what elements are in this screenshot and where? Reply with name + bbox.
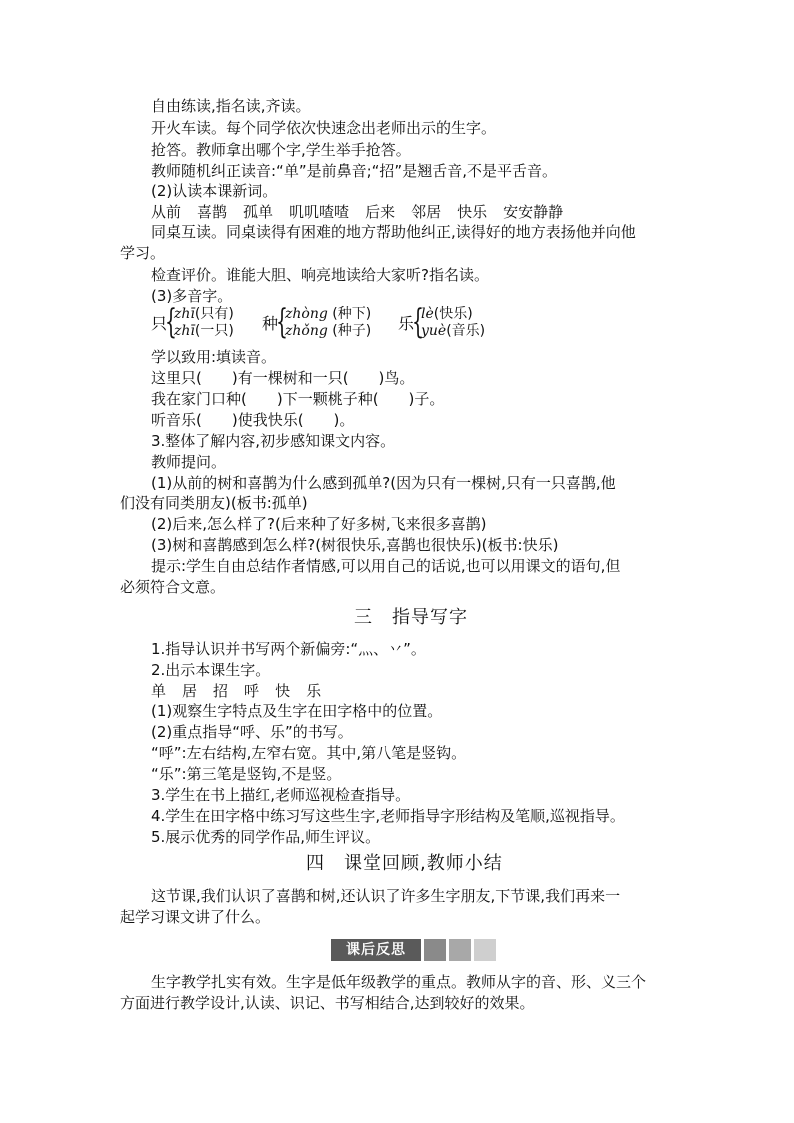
new-word: 从前	[151, 203, 182, 221]
paragraph-pronunciation: 教师随机纠正读音:“单”是前鼻音;“招”是翘舌音,不是平舌音。	[151, 162, 557, 180]
exercise-sentence: 听音乐( )使我快乐( )。	[151, 411, 355, 429]
paragraph-pair-reading-cont: 学习。	[120, 244, 166, 262]
paragraph-pair-reading: 同桌互读。同桌读得有困难的地方帮助他纠正,读得好的地方表扬他并向他	[151, 223, 636, 241]
polyphone-reading: yuè(音乐)	[421, 323, 486, 339]
step-observe: (1)观察生字特点及生字在田字格中的位置。	[151, 702, 443, 720]
brace-icon: {	[412, 302, 424, 342]
subheading-new-words: (2)认读本课新词。	[151, 182, 278, 200]
brace-icon: {	[276, 302, 288, 342]
summary-paragraph: 这节课,我们认识了喜鹊和树,还认识了许多生字朋友,下节课,我们再来一	[151, 887, 621, 905]
polyphone-reading: lè(快乐)	[421, 306, 473, 322]
polyphone-char: 只	[151, 314, 168, 333]
note-hu: “呼”:左右结构,左窄右宽。其中,第八笔是竖钩。	[151, 744, 467, 762]
brace-icon: {	[165, 302, 177, 342]
question-3: (3)树和喜鹊感到怎么样?(树很快乐,喜鹊也很快乐)(板书:快乐)	[151, 536, 559, 554]
polyphone-char: 种	[262, 314, 279, 333]
note-le: “乐”:第三笔是竖钩,不是竖。	[151, 765, 342, 783]
new-word: 快乐	[457, 203, 488, 221]
paragraph-train-reading: 开火车读。每个同学依次快速念出老师出示的生字。	[151, 119, 497, 137]
polyphone-reading: zhī(只有)	[174, 306, 234, 322]
new-word: 邻居	[411, 203, 442, 221]
new-word: 孤单	[243, 203, 274, 221]
step-focus: (2)重点指导“呼、乐”的书写。	[151, 723, 353, 741]
characters-list	[151, 681, 337, 701]
new-word: 喜鹊	[197, 203, 228, 221]
polyphone-char: 乐	[398, 314, 415, 333]
step-5: 5.展示优秀的同学作品,师生评议。	[151, 828, 381, 846]
step-3: 3.学生在书上描红,老师巡视检查指导。	[151, 786, 411, 804]
reflection-paragraph: 生字教学扎实有效。生字是低年级教学的重点。教师从字的音、形、义三个	[151, 973, 647, 991]
subheading-polyphones: (3)多音字。	[151, 287, 233, 305]
character: 呼	[244, 682, 260, 700]
new-word: 叽叽喳喳	[289, 203, 350, 221]
reflection-banner	[331, 939, 496, 961]
paragraph-teacher-questions: 教师提问。	[151, 453, 227, 471]
exercise-sentence: 这里只( )有一棵树和一只( )鸟。	[151, 369, 415, 387]
character: 招	[213, 682, 229, 700]
summary-paragraph-cont: 起学习课文讲了什么。	[120, 908, 271, 926]
banner-square	[474, 939, 496, 961]
banner-square	[424, 939, 446, 961]
polyphone-reading: zhī(一只)	[174, 323, 234, 339]
paragraph-overview: 3.整体了解内容,初步感知课文内容。	[151, 432, 396, 450]
reflection-paragraph-cont: 方面进行教学设计,认读、识记、书写相结合,达到较好的效果。	[120, 994, 535, 1012]
character: 居	[182, 682, 198, 700]
step-4: 4.学生在田字格中练习写这些生字,老师指导字形结构及笔顺,巡视指导。	[151, 807, 625, 825]
reflection-label: 课后反思	[331, 939, 421, 961]
paragraph-tip: 提示:学生自由总结作者情感,可以用自己的话说,也可以用课文的语句,但	[151, 557, 621, 575]
question-1-cont: 们没有同类朋友)(板书:孤单)	[120, 494, 308, 512]
banner-square	[449, 939, 471, 961]
polyphone-reading: zhòng (种下)	[285, 306, 372, 322]
new-word: 后来	[365, 203, 396, 221]
character: 单	[151, 682, 167, 700]
section-heading-writing: 三 指导写字	[354, 607, 468, 628]
paragraph-check: 检查评价。谁能大胆、响亮地读给大家听?指名读。	[151, 266, 489, 284]
paragraph-tip-cont: 必须符合文意。	[120, 578, 226, 596]
step-1: 1.指导认识并书写两个新偏旁:“⺣、丷”。	[151, 640, 426, 658]
new-words-list	[151, 202, 579, 222]
exercise-sentence: 我在家门口种( )下一颗桃子种( )子。	[151, 390, 445, 408]
polyphone-reading: zhǒng (种子)	[285, 323, 372, 339]
character: 乐	[306, 682, 322, 700]
paragraph-free-reading: 自由练读,指名读,齐读。	[151, 97, 311, 115]
new-word: 安安静静	[503, 203, 564, 221]
step-2: 2.出示本课生字。	[151, 661, 271, 679]
paragraph-apply: 学以致用:填读音。	[151, 348, 277, 366]
paragraph-quick-answer: 抢答。教师拿出哪个字,学生举手抢答。	[151, 141, 411, 159]
question-2: (2)后来,怎么样了?(后来种了好多树,飞来很多喜鹊)	[151, 515, 487, 533]
section-heading-summary: 四 课堂回顾,教师小结	[306, 853, 503, 874]
character: 快	[275, 682, 291, 700]
question-1: (1)从前的树和喜鹊为什么感到孤单?(因为只有一棵树,只有一只喜鹊,他	[151, 474, 616, 492]
